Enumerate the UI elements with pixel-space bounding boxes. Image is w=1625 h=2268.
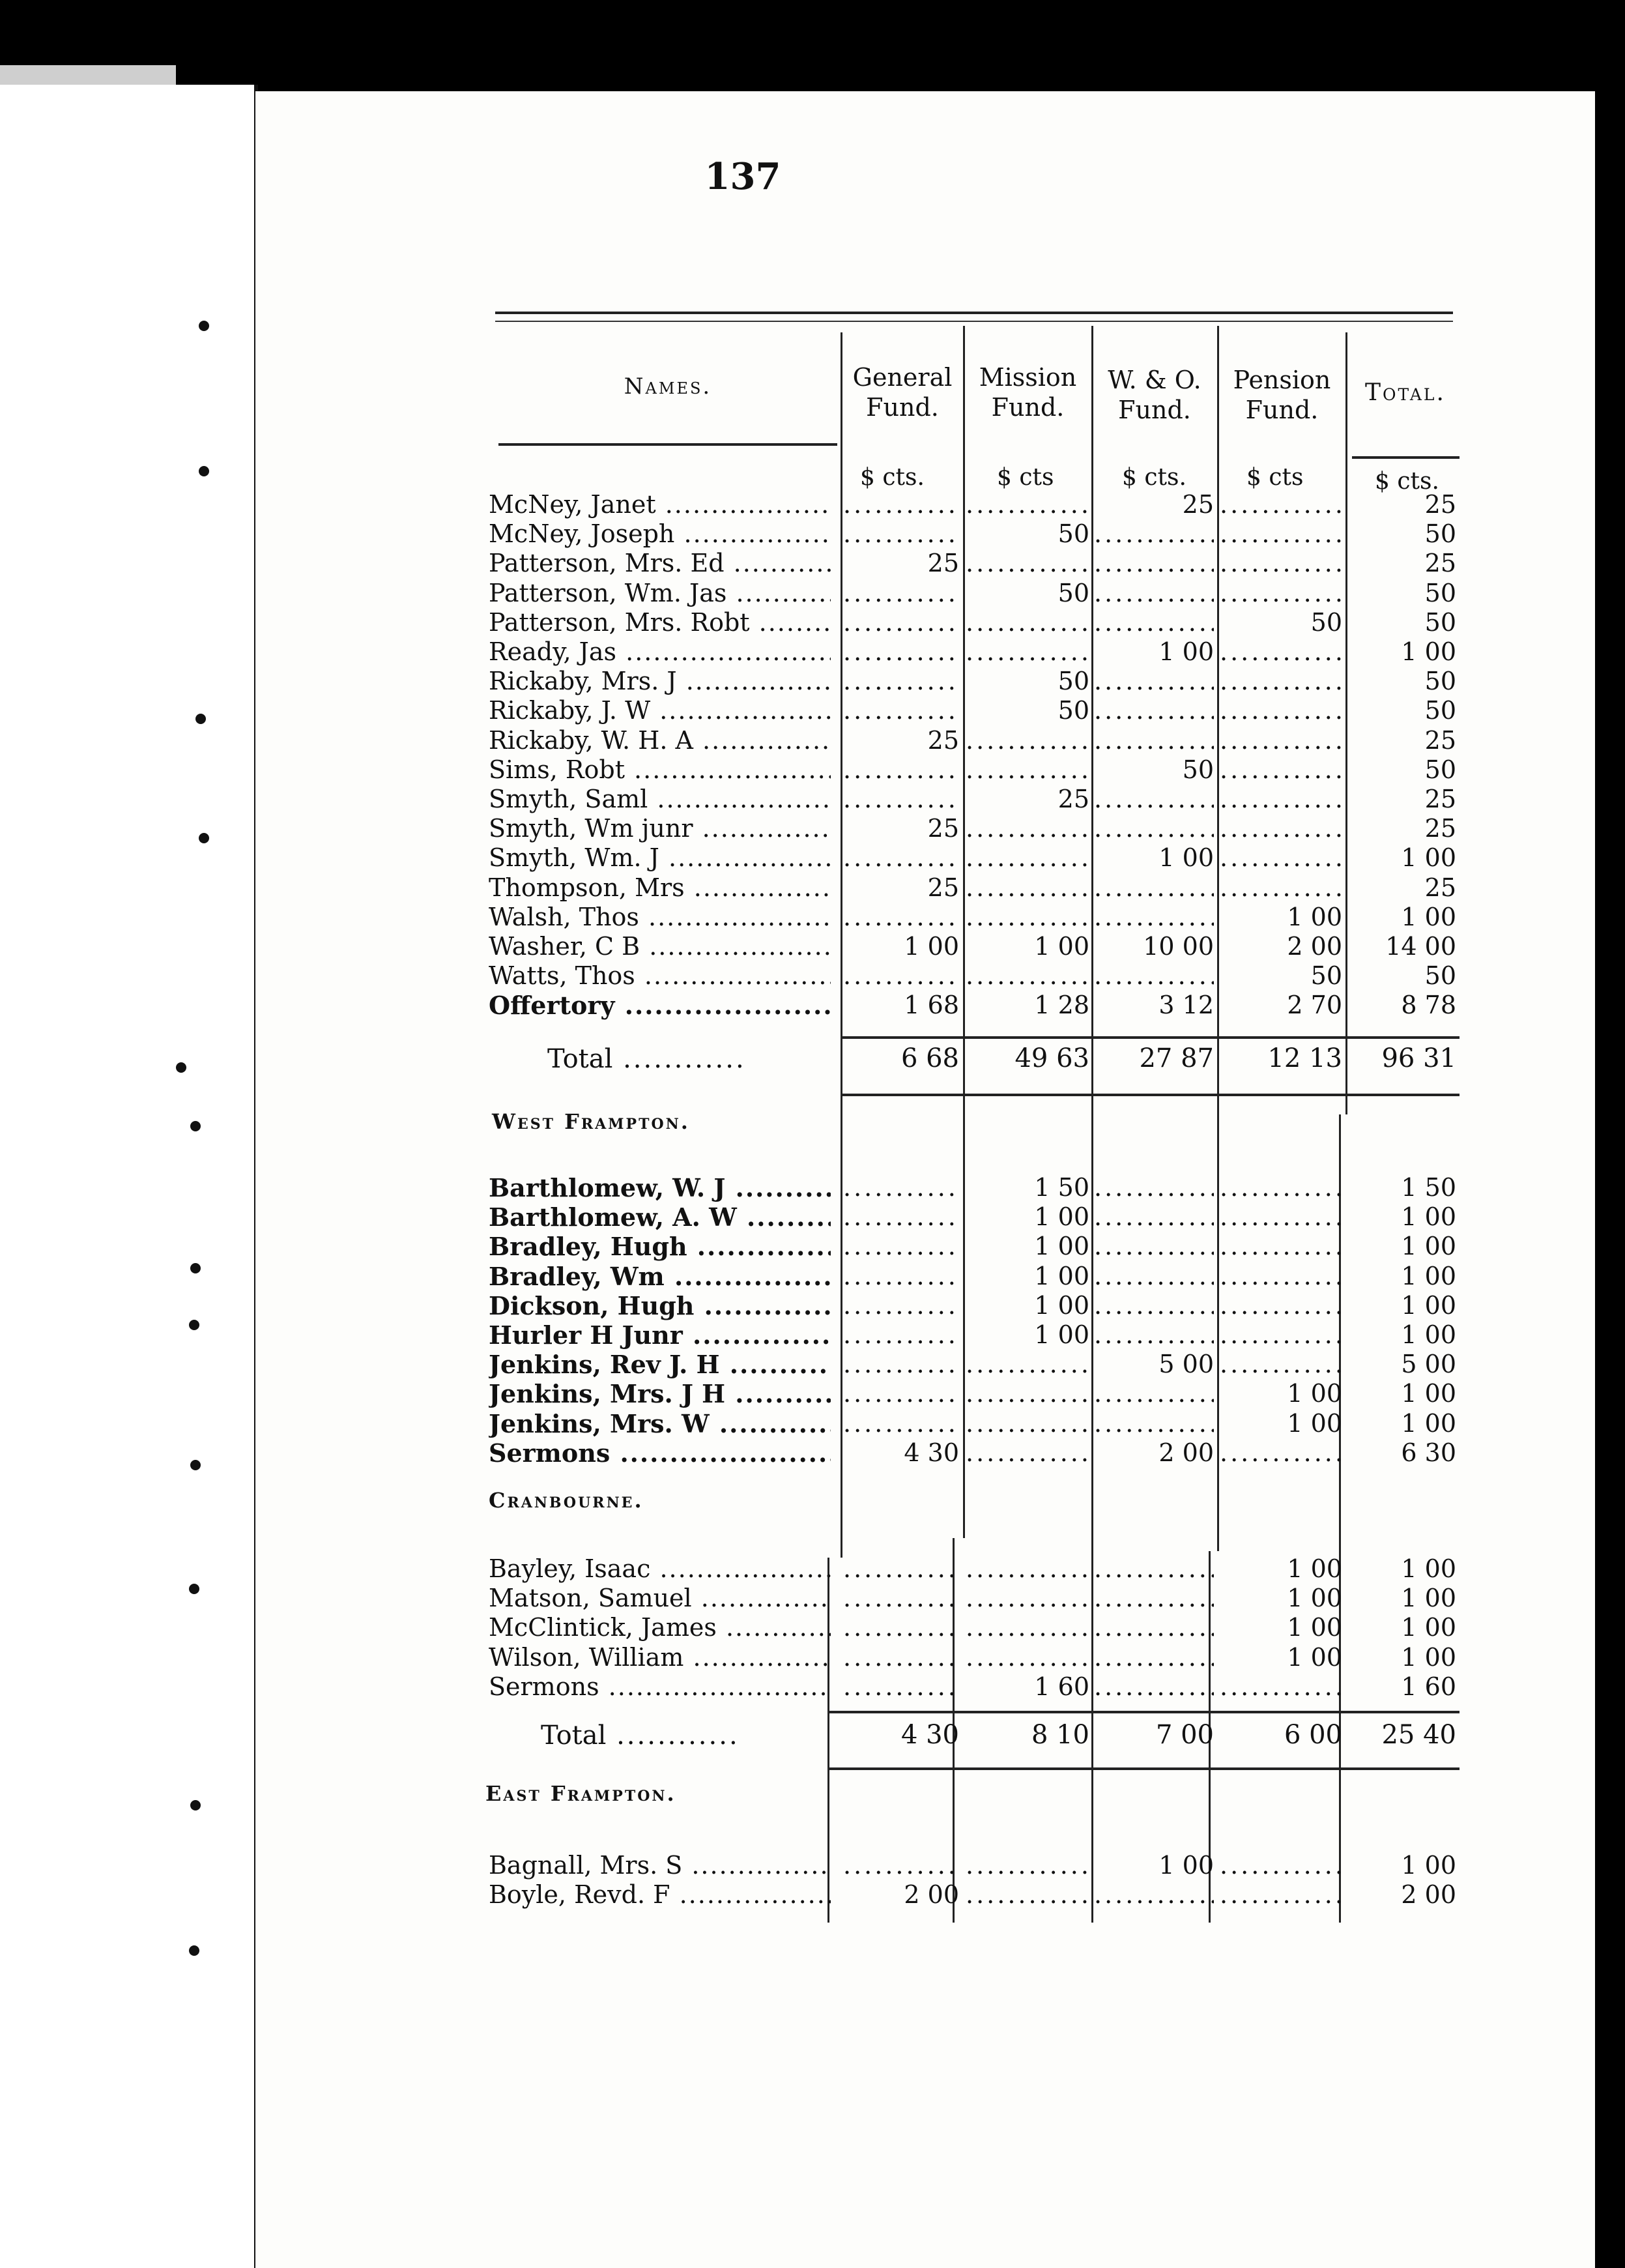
total-amount: 50 [1424, 755, 1456, 784]
mission-amount [966, 490, 1089, 519]
contributor-name: Sermons ..... [489, 1438, 831, 1468]
pension-amount [1220, 1232, 1342, 1261]
general-amount [843, 785, 959, 814]
wo-unit-label: $ cts. [1122, 464, 1186, 491]
general-amount [843, 1262, 959, 1291]
table-row [0, 932, 1625, 961]
total-amount: 1 60 [1401, 1672, 1456, 1701]
table-row [0, 961, 1625, 991]
wo-amount [1094, 667, 1214, 696]
total-amount: 1 00 [1401, 1379, 1456, 1408]
total-amount: 1 00 [1401, 1408, 1456, 1438]
pension-amount [1220, 1350, 1342, 1379]
total-amount: 1 00 [1401, 1851, 1456, 1880]
contributor-name: Offertory ..... [489, 991, 831, 1020]
contributor-name: Bradley, Hugh ..... [489, 1232, 831, 1261]
wo-amount [1094, 1554, 1214, 1584]
contributor-name: Barthlomew, A. W ..... [489, 1202, 831, 1232]
pension-amount [1220, 490, 1342, 519]
table-row [0, 726, 1625, 755]
table-row [0, 1379, 1625, 1408]
pension-amount [1220, 549, 1342, 578]
wo-amount [1094, 814, 1214, 843]
general-amount: 25 [927, 873, 959, 902]
total-header: Total. [1365, 379, 1446, 406]
sum-general: 4 30 [900, 1721, 959, 1750]
general-amount [843, 519, 959, 549]
general-amount [843, 1291, 959, 1320]
contributor-name: Ready, Jas ..... [489, 637, 831, 667]
wo-amount [1094, 903, 1214, 932]
total-rule [841, 1094, 1460, 1096]
mission-amount: 1 00 [1034, 1232, 1089, 1261]
bleed-mark [176, 1062, 186, 1073]
pension-amount: 1 00 [1287, 902, 1342, 931]
mission-amount [966, 1851, 1089, 1880]
pension-amount [1220, 1672, 1342, 1702]
pension-amount [1220, 726, 1342, 755]
general-amount [843, 1379, 959, 1408]
table-row [0, 1262, 1625, 1291]
pension-amount [1220, 1320, 1342, 1350]
wo-amount: 50 [1182, 755, 1214, 784]
total-amount: 50 [1424, 607, 1456, 637]
bleed-mark [189, 1945, 199, 1956]
mission-amount [966, 637, 1089, 667]
pension-amount [1220, 1438, 1342, 1468]
pension-amount [1220, 755, 1342, 785]
wo-amount [1094, 579, 1214, 608]
general-amount [843, 1320, 959, 1350]
sum-mission: 49 63 [1014, 1044, 1089, 1073]
table-row [0, 1554, 1625, 1584]
wo-amount [1094, 1409, 1214, 1438]
wo-amount [1094, 1672, 1214, 1702]
general-amount [843, 1584, 959, 1613]
mission-amount [966, 1409, 1089, 1438]
wo-amount: 1 00 [1158, 637, 1214, 666]
general-amount [843, 490, 959, 519]
general-amount: 25 [927, 814, 959, 843]
wo-fund-header-line2: Fund. [1118, 396, 1191, 424]
table-row [0, 1202, 1625, 1232]
pension-amount [1220, 1851, 1342, 1880]
total-amount: 1 00 [1401, 1584, 1456, 1613]
table-row [0, 667, 1625, 696]
contributor-name: Bradley, Wm ..... [489, 1262, 831, 1291]
total-amount: 25 [1424, 490, 1456, 519]
pension-amount [1220, 579, 1342, 608]
general-amount [843, 1173, 959, 1202]
wo-amount: 1 00 [1158, 843, 1214, 873]
pension-unit-label: $ cts [1246, 464, 1304, 491]
contributor-name: Rickaby, Mrs. J ..... [489, 667, 831, 696]
general-amount [843, 1672, 959, 1702]
table-row [0, 1613, 1625, 1642]
pension-amount: 1 00 [1287, 1613, 1342, 1642]
wo-amount [1094, 1202, 1214, 1232]
total-amount: 1 00 [1401, 1290, 1456, 1320]
general-amount [843, 961, 959, 991]
pension-amount [1220, 1880, 1342, 1910]
contributor-name: Sims, Robt ..... [489, 755, 831, 785]
header-rule [495, 312, 1453, 314]
table-row [0, 1320, 1625, 1350]
table-row [0, 1409, 1625, 1438]
general-amount [843, 637, 959, 667]
wo-amount [1094, 1613, 1214, 1642]
wo-amount: 25 [1182, 490, 1214, 519]
general-amount [843, 1350, 959, 1379]
mission-amount: 1 00 [1034, 1261, 1089, 1290]
general-amount: 1 00 [904, 932, 959, 961]
header-rule-thin [495, 321, 1453, 322]
mission-amount [966, 873, 1089, 903]
pension-amount [1220, 1202, 1342, 1232]
pension-amount: 1 00 [1287, 1584, 1342, 1613]
total-amount: 50 [1424, 961, 1456, 991]
contributor-name: Bayley, Isaac ..... [489, 1554, 831, 1584]
contributor-name: Smyth, Wm. J ..... [489, 843, 831, 873]
contributor-name: Jenkins, Rev J. H ..... [489, 1350, 831, 1379]
general-amount [843, 755, 959, 785]
pension-amount: 1 00 [1287, 1408, 1342, 1438]
table-row [0, 519, 1625, 549]
mission-amount: 1 28 [1034, 991, 1089, 1020]
wo-amount: 5 00 [1158, 1350, 1214, 1379]
table-row [0, 549, 1625, 578]
general-amount [843, 903, 959, 932]
general-amount [843, 608, 959, 637]
mission-amount [966, 1613, 1089, 1642]
wo-amount [1094, 785, 1214, 814]
wo-amount: 3 12 [1158, 991, 1214, 1020]
contributor-name: Washer, C B ..... [489, 932, 831, 961]
total-amount: 25 [1424, 873, 1456, 902]
contributor-name: Matson, Samuel ..... [489, 1584, 831, 1613]
total-amount: 8 78 [1401, 991, 1456, 1020]
pension-amount: 2 00 [1287, 932, 1342, 961]
mission-amount: 1 00 [1034, 1202, 1089, 1232]
mission-amount [966, 549, 1089, 578]
wo-amount [1094, 1173, 1214, 1202]
total-rule [827, 1767, 1460, 1770]
mission-amount: 25 [1057, 785, 1089, 813]
table-row [0, 814, 1625, 843]
table-row [0, 696, 1625, 725]
pension-amount [1220, 1291, 1342, 1320]
mission-amount: 1 60 [1034, 1672, 1089, 1701]
mission-amount [966, 903, 1089, 932]
total-amount: 1 00 [1401, 1554, 1456, 1583]
general-amount: 1 68 [904, 991, 959, 1020]
sum-total: 25 40 [1381, 1721, 1456, 1750]
wo-amount [1094, 1232, 1214, 1261]
mission-amount [966, 961, 1089, 991]
contributor-name: Smyth, Wm junr ..... [489, 814, 831, 843]
general-amount [843, 579, 959, 608]
wo-fund-header [1093, 365, 1216, 425]
wo-amount [1094, 608, 1214, 637]
contributor-name: Patterson, Mrs. Robt ..... [489, 608, 831, 637]
total-amount: 1 00 [1401, 1320, 1456, 1349]
total-underline [1352, 456, 1460, 459]
wo-amount [1094, 1584, 1214, 1613]
table-row [0, 1350, 1625, 1379]
mission-amount [966, 1438, 1089, 1468]
mission-amount [966, 726, 1089, 755]
general-amount [843, 1232, 959, 1261]
total-amount: 1 00 [1401, 1261, 1456, 1290]
contributor-name: Dickson, Hugh ..... [489, 1291, 831, 1320]
sum-wo: 27 87 [1139, 1044, 1214, 1073]
table-row [0, 1851, 1625, 1880]
table-row [0, 1672, 1625, 1702]
pension-amount [1220, 1173, 1342, 1202]
wo-amount [1094, 1291, 1214, 1320]
contributor-name: Thompson, Mrs ..... [489, 873, 831, 903]
total-amount: 14 00 [1385, 932, 1456, 961]
pension-amount [1220, 667, 1342, 696]
wo-fund-header-line1: W. & O. [1108, 366, 1201, 394]
sum-pension: 6 00 [1284, 1721, 1342, 1750]
bleed-mark [190, 1800, 201, 1810]
wo-amount [1094, 1643, 1214, 1672]
table-row [0, 579, 1625, 608]
pension-fund-header-line2: Fund. [1245, 396, 1319, 424]
total-amount: 25 [1424, 814, 1456, 843]
wo-amount [1094, 696, 1214, 725]
contributor-name: Boyle, Revd. F ..... [489, 1880, 831, 1910]
general-amount [843, 1202, 959, 1232]
table-row [0, 608, 1625, 637]
contributor-name: Rickaby, W. H. A ..... [489, 726, 831, 755]
total-amount: 1 00 [1401, 1642, 1456, 1672]
general-amount: 4 30 [904, 1438, 959, 1467]
general-fund-header-line2: Fund. [866, 393, 939, 422]
mission-amount: 1 00 [1034, 932, 1089, 961]
table-row [0, 755, 1625, 785]
table-row [0, 490, 1625, 519]
table-row [0, 1232, 1625, 1261]
total-amount: 25 [1424, 725, 1456, 755]
general-amount [843, 1409, 959, 1438]
pension-amount: 50 [1310, 961, 1342, 991]
wo-amount [1094, 873, 1214, 903]
general-amount: 25 [927, 725, 959, 755]
general-amount [843, 1643, 959, 1672]
table-row [0, 873, 1625, 903]
general-fund-header [842, 362, 963, 422]
names-underline [498, 443, 837, 446]
total-amount: 50 [1424, 667, 1456, 696]
general-fund-header-line1: General [852, 363, 953, 392]
mission-fund-header-line1: Mission [979, 363, 1077, 392]
pension-fund-header [1218, 365, 1345, 425]
wo-amount [1094, 961, 1214, 991]
wo-amount [1094, 519, 1214, 549]
table-row [0, 1438, 1625, 1468]
page-number: 137 [704, 155, 781, 198]
total-amount: 1 00 [1401, 1613, 1456, 1642]
sum-wo: 7 00 [1155, 1721, 1214, 1750]
contributor-name: Smyth, Saml ..... [489, 785, 831, 814]
mission-amount: 1 00 [1034, 1320, 1089, 1349]
total-amount: 50 [1424, 696, 1456, 725]
pension-amount: 1 00 [1287, 1642, 1342, 1672]
pension-amount [1220, 519, 1342, 549]
general-amount: 2 00 [904, 1880, 959, 1910]
mission-amount [966, 814, 1089, 843]
contributor-name: Patterson, Wm. Jas ..... [489, 579, 831, 608]
section-title: East Frampton. [485, 1781, 676, 1806]
bleed-mark [190, 1121, 201, 1131]
mission-fund-header [964, 362, 1091, 422]
mission-fund-header-line2: Fund. [991, 393, 1065, 422]
contributor-name: Bagnall, Mrs. S ..... [489, 1851, 831, 1880]
contributor-name: Patterson, Mrs. Ed ..... [489, 549, 831, 578]
contributor-name: Sermons ..... [489, 1672, 831, 1702]
mission-amount: 50 [1057, 667, 1089, 696]
mission-amount [966, 608, 1089, 637]
pension-amount: 1 00 [1287, 1554, 1342, 1583]
pension-amount [1220, 843, 1342, 873]
table-row [0, 991, 1625, 1020]
table-row [0, 1584, 1625, 1613]
mission-amount: 50 [1057, 696, 1089, 725]
section-title: Cranbourne. [489, 1488, 644, 1513]
wo-amount [1094, 549, 1214, 578]
contributor-name: Walsh, Thos ..... [489, 903, 831, 932]
total-amount: 25 [1424, 785, 1456, 813]
mission-amount: 1 00 [1034, 1290, 1089, 1320]
pension-amount: 1 00 [1287, 1379, 1342, 1408]
mission-amount: 50 [1057, 519, 1089, 549]
total-amount: 25 [1424, 549, 1456, 578]
contributor-name: Jenkins, Mrs. W ..... [489, 1409, 831, 1438]
pension-amount [1220, 785, 1342, 814]
total-amount: 1 50 [1401, 1173, 1456, 1202]
mission-amount [966, 1379, 1089, 1408]
pension-amount: 2 70 [1287, 991, 1342, 1020]
table-row [0, 843, 1625, 873]
wo-amount: 1 00 [1158, 1851, 1214, 1880]
total-rule [827, 1711, 1460, 1713]
contributor-name: Jenkins, Mrs. J H ..... [489, 1379, 831, 1408]
general-amount [843, 1554, 959, 1584]
total-amount: 1 00 [1401, 1202, 1456, 1232]
pension-amount [1220, 1262, 1342, 1291]
pension-amount [1220, 814, 1342, 843]
bleed-mark [199, 466, 209, 476]
mission-amount [966, 1584, 1089, 1613]
general-amount [843, 696, 959, 725]
wo-amount: 10 00 [1143, 932, 1214, 961]
table-row [0, 1880, 1625, 1910]
general-amount [843, 667, 959, 696]
total-amount: 1 00 [1401, 637, 1456, 666]
sum-total: 96 31 [1381, 1044, 1456, 1073]
bleed-mark [199, 321, 209, 331]
total-amount: 50 [1424, 519, 1456, 549]
contributor-name: Wilson, William ..... [489, 1643, 831, 1672]
contributor-name: Hurler H Junr ..... [489, 1320, 831, 1350]
total-amount: 1 00 [1401, 902, 1456, 931]
contributor-name: McNey, Joseph ..... [489, 519, 831, 549]
table-row [0, 903, 1625, 932]
book-spine-background [0, 0, 1625, 91]
pension-amount: 50 [1310, 607, 1342, 637]
total-amount: 2 00 [1401, 1880, 1456, 1910]
pension-amount [1220, 873, 1342, 903]
section-title: West Frampton. [492, 1109, 690, 1134]
sum-mission: 8 10 [1031, 1721, 1089, 1750]
mission-unit-label: $ cts [997, 464, 1054, 491]
general-amount [843, 1851, 959, 1880]
contributor-name: Barthlomew, W. J ..... [489, 1173, 831, 1202]
contributor-name: McClintick, James ..... [489, 1613, 831, 1642]
total-label: Total ..... [547, 1044, 746, 1074]
mission-amount [966, 1643, 1089, 1672]
mission-amount [966, 843, 1089, 873]
wo-amount [1094, 1880, 1214, 1910]
pension-amount [1220, 637, 1342, 667]
mission-amount [966, 1350, 1089, 1379]
table-row [0, 1643, 1625, 1672]
mission-amount: 50 [1057, 578, 1089, 607]
total-amount: 1 00 [1401, 843, 1456, 873]
mission-amount [966, 1880, 1089, 1910]
pension-amount [1220, 696, 1342, 725]
total-amount: 1 00 [1401, 1232, 1456, 1261]
general-amount: 25 [927, 549, 959, 578]
total-amount: 5 00 [1401, 1350, 1456, 1379]
contributor-name: Rickaby, J. W ..... [489, 696, 831, 725]
pension-fund-header-line1: Pension [1233, 366, 1331, 394]
general-unit-label: $ cts. [860, 464, 925, 491]
table-row [0, 1291, 1625, 1320]
wo-amount [1094, 1262, 1214, 1291]
contributor-name: McNey, Janet ..... [489, 490, 831, 519]
wo-amount [1094, 1379, 1214, 1408]
wo-amount: 2 00 [1158, 1438, 1214, 1467]
sum-pension: 12 13 [1267, 1044, 1342, 1073]
total-rule [841, 1036, 1460, 1039]
sum-general: 6 68 [900, 1044, 959, 1073]
total-label: Total ..... [541, 1721, 740, 1751]
general-amount [843, 1613, 959, 1642]
mission-amount [966, 1554, 1089, 1584]
wo-amount [1094, 1320, 1214, 1350]
total-amount: 50 [1424, 578, 1456, 607]
table-row [0, 1173, 1625, 1202]
mission-amount: 1 50 [1034, 1173, 1089, 1202]
table-row [0, 785, 1625, 814]
table-row [0, 637, 1625, 667]
contributor-name: Watts, Thos ..... [489, 961, 831, 991]
mission-amount [966, 755, 1089, 785]
wo-amount [1094, 726, 1214, 755]
names-header: Names. [624, 373, 712, 400]
total-unit-label: $ cts. [1375, 468, 1439, 495]
total-amount: 6 30 [1401, 1438, 1456, 1467]
general-amount [843, 843, 959, 873]
